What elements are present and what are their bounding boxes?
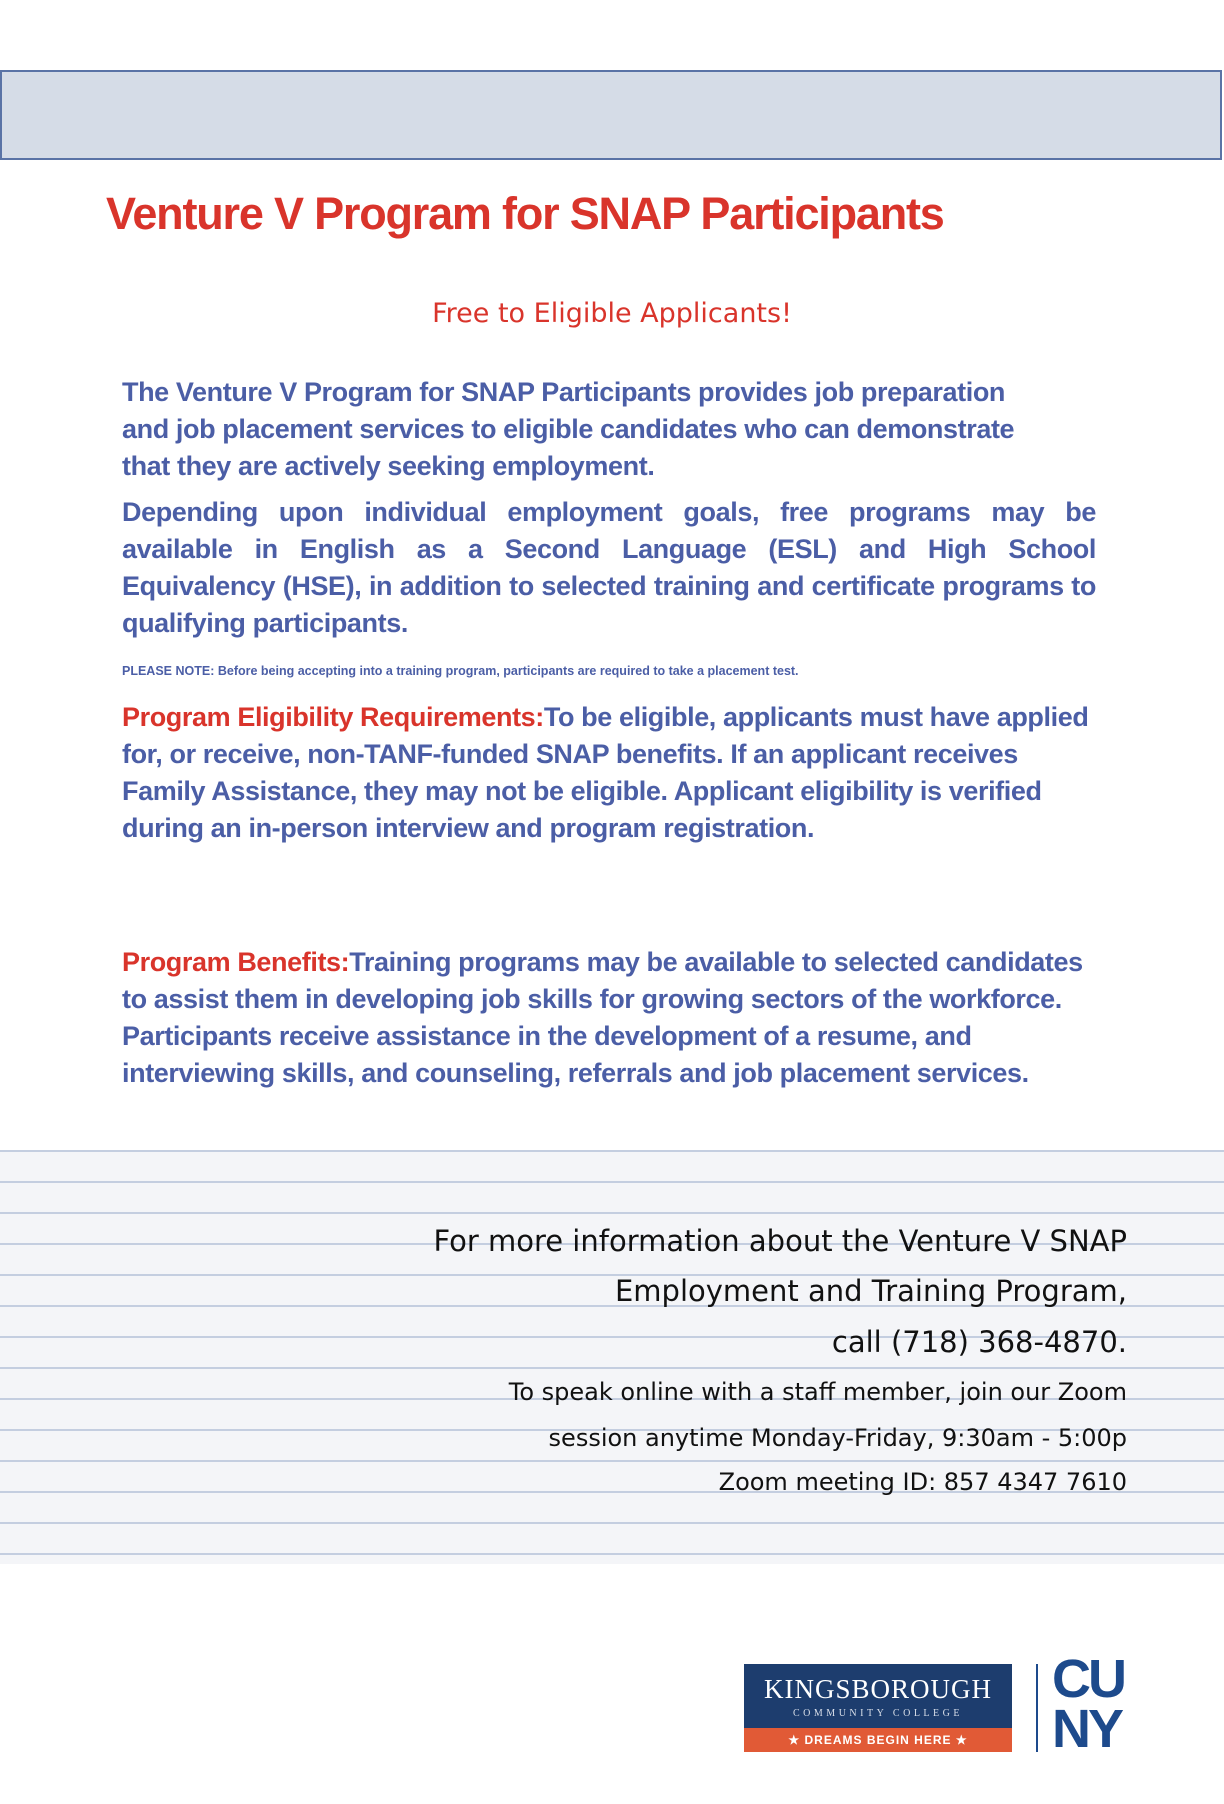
kingsborough-name: KINGSBOROUGH <box>763 1674 992 1704</box>
zoom-line-1: To speak online with a staff member, join our Zoom <box>508 1378 1127 1406</box>
intro-paragraph: The Venture V Program for SNAP Participants provides job preparation and job placement services to eligible candidates who can demonstrate that they are actively seeking employment. <box>122 377 1015 481</box>
benefits-heading: Program Benefits: <box>122 947 350 977</box>
eligibility-text: To be eligible, applicants must have applied for, or receive, non-TANF-funded SNAP benefits. If an applicant receives Family Assistance, they may not be eligible. Applicant eligibility is verified during an in-person interview and program registration. <box>122 702 1089 843</box>
programs-paragraph: Depending upon individual employment goals, free programs may be available in English as a Second Language (ESL) and High School Equivalency (HSE), in addition to selected training and certificate programs to qualifying participants. <box>122 497 1096 638</box>
cuny-logo-bottom: NY <box>1052 1699 1122 1759</box>
kingsborough-subtitle: COMMUNITY COLLEGE <box>793 1708 963 1719</box>
kingsborough-logo <box>744 1664 1012 1752</box>
cuny-logo-top: CU <box>1052 1649 1124 1709</box>
contact-line-2: Employment and Training Program, <box>614 1274 1127 1308</box>
zoom-meeting-id: Zoom meeting ID: 857 4347 7610 <box>718 1468 1127 1496</box>
logo-divider <box>1036 1664 1038 1752</box>
flyer-subtitle: Free to Eligible Applicants! <box>432 298 792 329</box>
header-band <box>0 70 1222 160</box>
kingsborough-tagline: ★ DREAMS BEGIN HERE ★ <box>744 1728 1012 1752</box>
zoom-hours: session anytime Monday-Friday, 9:30am - 5:00p <box>548 1424 1127 1452</box>
contact-phone: call (718) 368-4870. <box>831 1325 1127 1359</box>
benefits-text: Training programs may be available to selected candidates to assist them in developing job skills for growing sectors of the workforce. Participants receive assistance in the development of a resume, and interviewing skills, and counseling, referrals and job placement services. <box>122 947 1083 1088</box>
benefits-paragraph <box>122 944 1096 1092</box>
placement-note: PLEASE NOTE: Before being accepting into a training program, participants are required to take a placement test. <box>122 664 799 678</box>
flyer-title: Venture V Program for SNAP Participants <box>106 188 944 239</box>
contact-line-1: For more information about the Venture V SNAP <box>433 1224 1127 1258</box>
eligibility-paragraph <box>122 699 1096 847</box>
eligibility-heading: Program Eligibility Requirements: <box>122 702 544 732</box>
cuny-logo <box>1052 1649 1132 1759</box>
